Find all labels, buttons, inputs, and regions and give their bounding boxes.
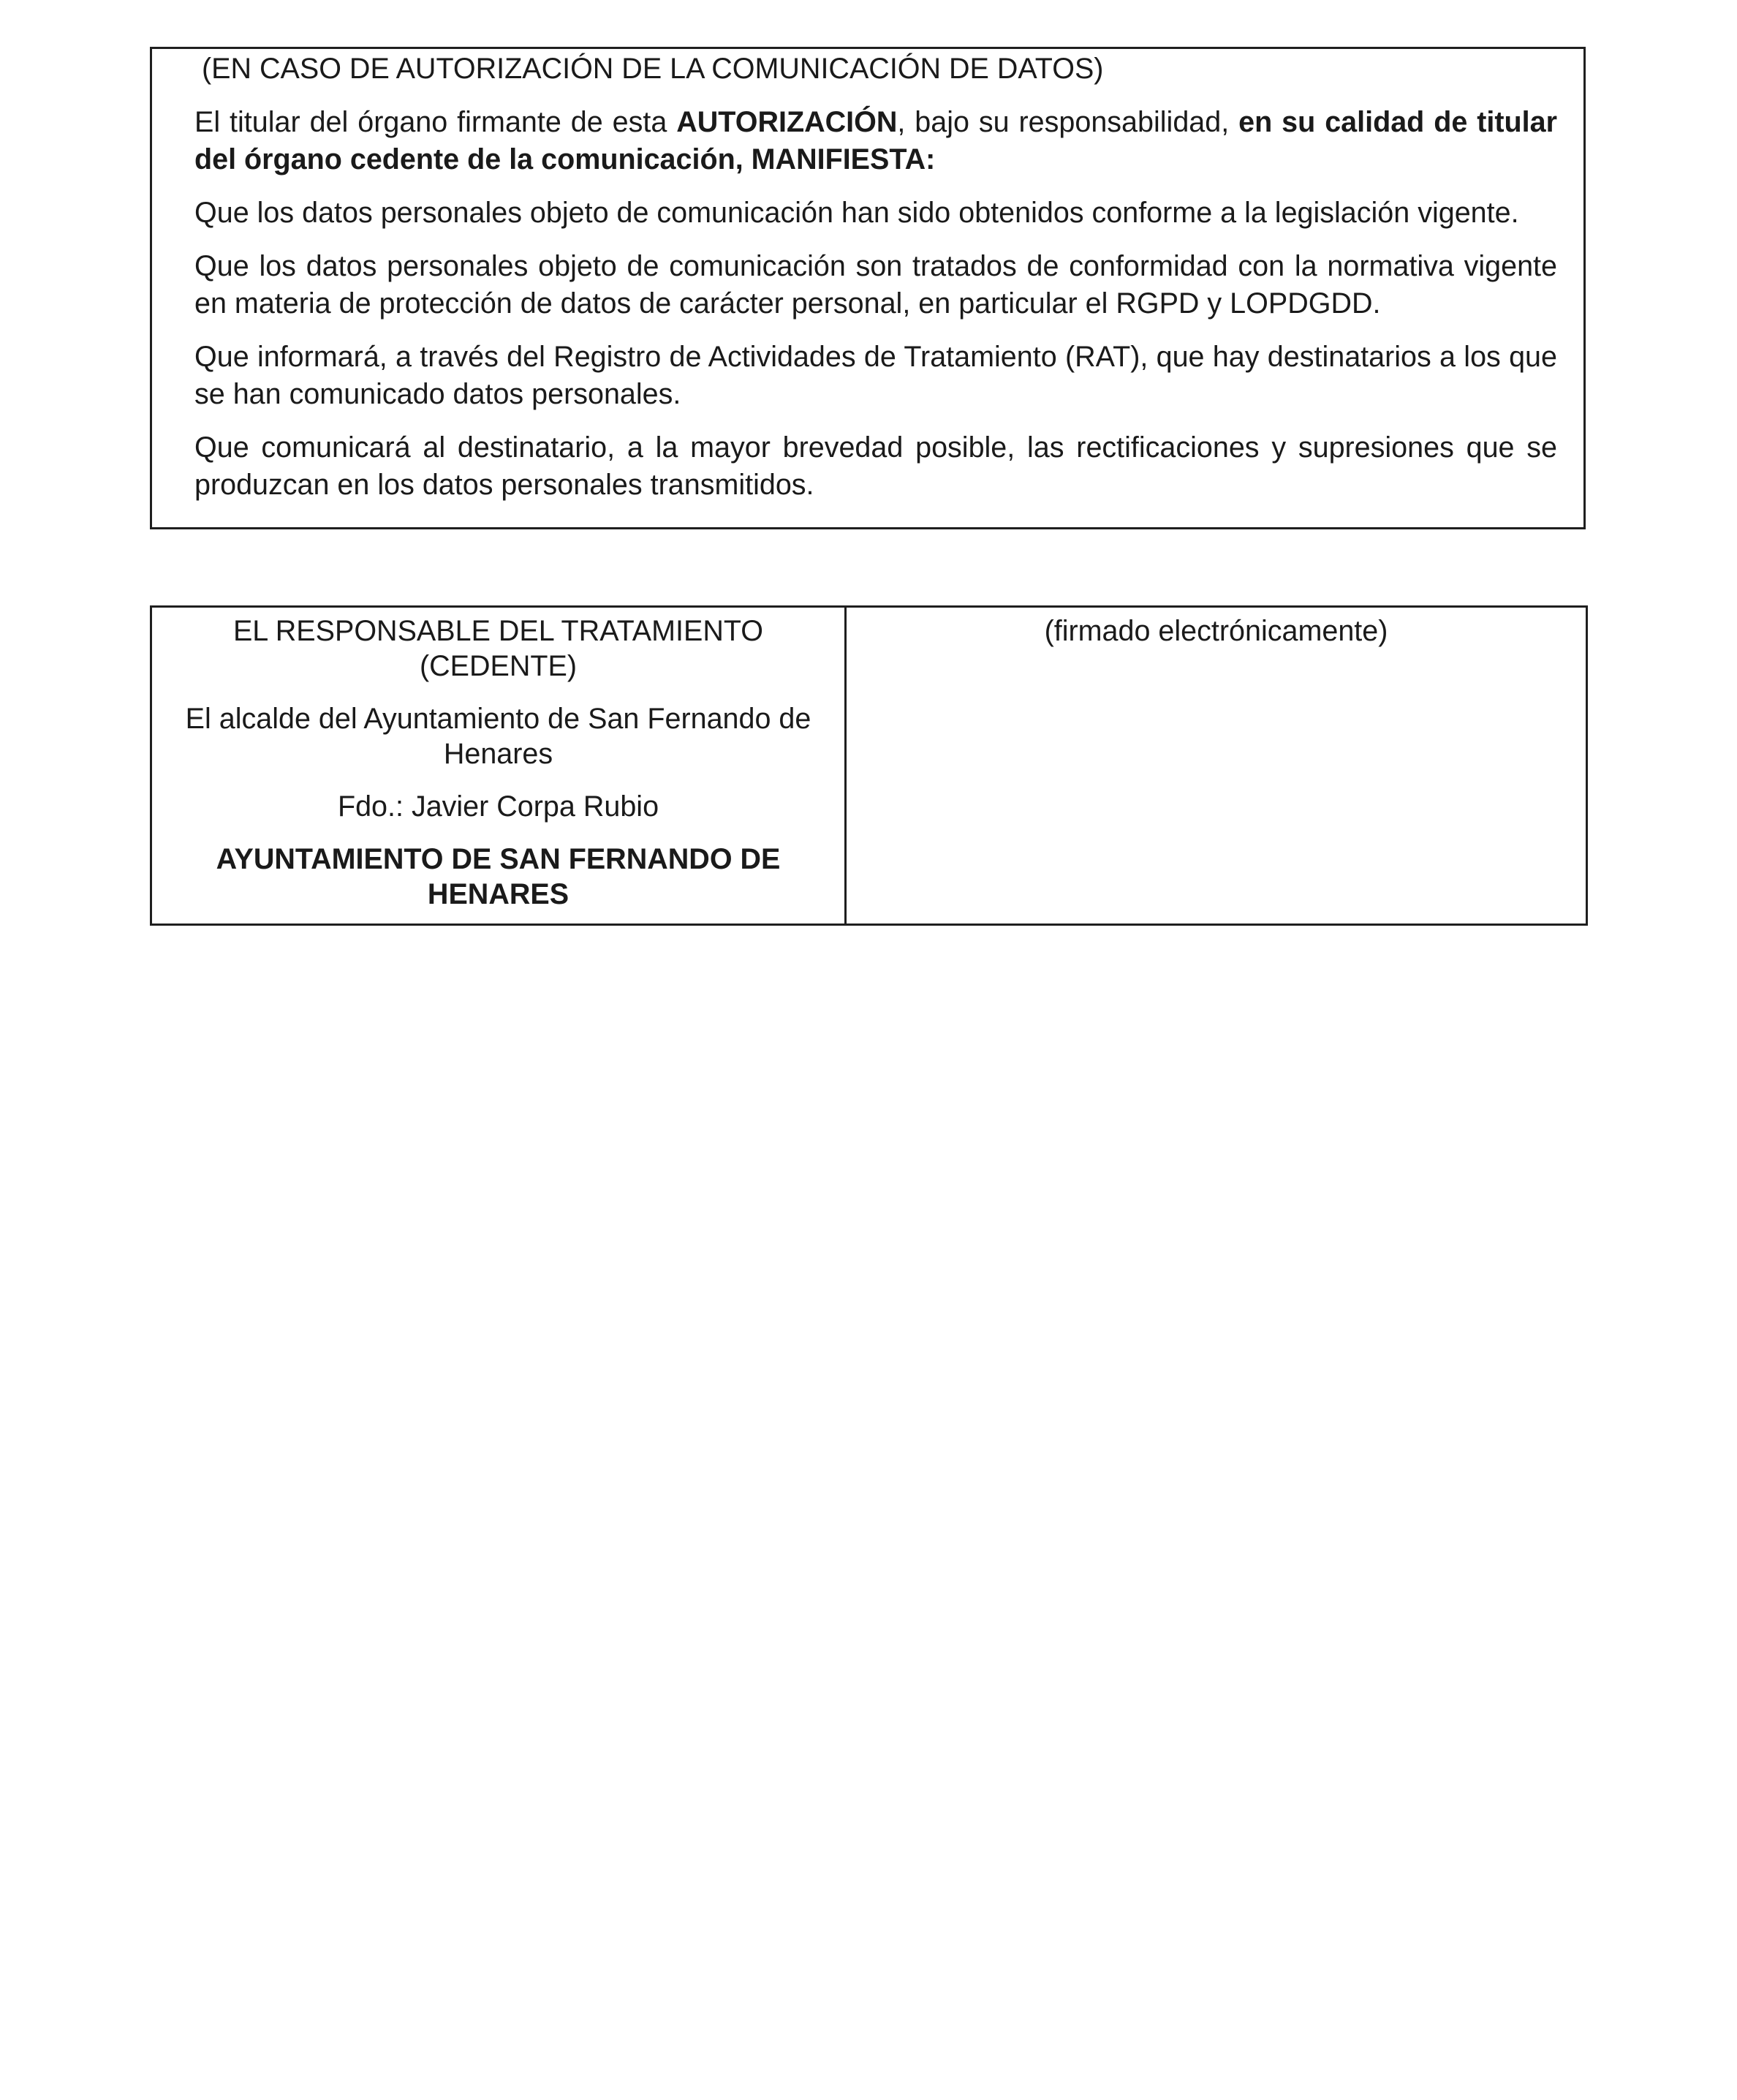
intro-bold-autorizacion: AUTORIZACIÓN — [676, 106, 898, 138]
statement-4: Que comunicará al destinatario, a la mayor brevedad posible, las rectificaciones y supresiones que se produzcan en los datos personales transmitidos. — [194, 431, 1557, 501]
statement-3: Que informará, a través del Registro de Actividades de Tratamiento (RAT), que hay destinatarios a los que se han comunicado datos personales. — [194, 341, 1557, 410]
manifest-heading: (EN CASO DE AUTORIZACIÓN DE LA COMUNICACIÓN DE DATOS) — [202, 53, 1104, 85]
signature-table — [150, 605, 1588, 926]
manifest-intro — [194, 104, 1557, 178]
signatory-entity: AYUNTAMIENTO DE SAN FERNANDO DE HENARES — [216, 843, 781, 910]
electronic-signature-note: (firmado electrónicamente) — [1044, 615, 1388, 647]
signatory-cell — [151, 607, 846, 925]
manifest-section — [150, 47, 1586, 529]
statement-2: Que los datos personales objeto de comunicación son tratados de conformidad con la normativa vigente en materia de protección de datos de carácter personal, en particular el RGPD y LOPDGDD. — [194, 250, 1557, 320]
intro-bold-manifiesta: en su calidad de titular del órgano cedente de la comunicación, MANIFIESTA: — [194, 106, 1557, 175]
electronic-signature-cell — [846, 607, 1587, 925]
signatory-position: El alcalde del Ayuntamiento de San Fernando de Henares — [185, 703, 811, 770]
statement-1: Que los datos personales objeto de comunicación han sido obtenidos conforme a la legislación vigente. — [194, 197, 1519, 229]
intro-text-2: , bajo su responsabilidad, — [897, 106, 1239, 138]
intro-text-1: El titular del órgano firmante de esta — [194, 106, 677, 138]
signatory-name: Fdo.: Javier Corpa Rubio — [337, 790, 659, 823]
signatory-role: EL RESPONSABLE DEL TRATAMIENTO (CEDENTE) — [232, 615, 764, 682]
signature-row — [151, 607, 1587, 925]
